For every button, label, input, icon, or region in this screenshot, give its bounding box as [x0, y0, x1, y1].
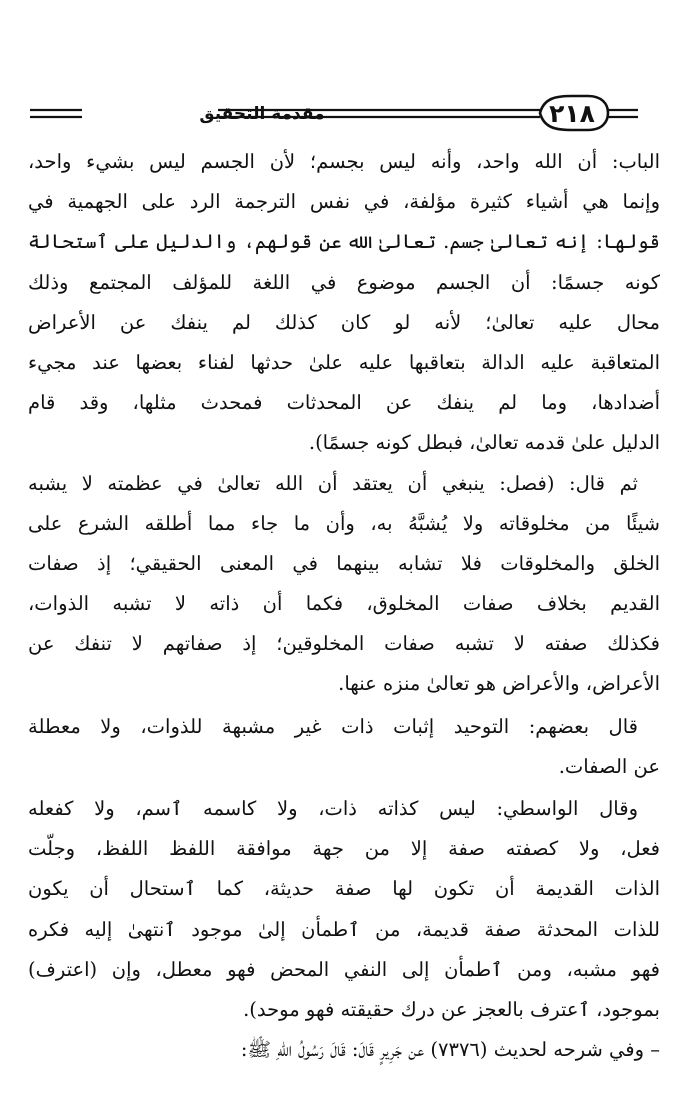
- text-line: الباب: أن الله واحد، وأنه ليس بجسم؛ لأن الجسم ليس بشيء واحد،: [28, 150, 660, 173]
- body-text: [28, 142, 660, 1070]
- text-line: الأعراض، والأعراض هو تعالىٰ منزه عنها.: [338, 672, 660, 696]
- text-line: كونه جسمًا: أن الجسم موضوع في اللغة للمؤلف المجتمع وذلك: [28, 270, 660, 294]
- text-line: – وفي شرحه لحديث (٧٣٧٦) عن جَرِيرٍ قَالَ: قَالَ رَسُولُ اللهِ ﷺ:: [240, 1038, 660, 1062]
- text-line: فهو مشبه، ومن ٱطمأن إلى النفي المحض فهو معطل، وإن (اعترف): [28, 957, 660, 981]
- text-line: للذات المحدثة صفة قديمة، من ٱطمأن إلىٰ موجود ٱنتهىٰ إليه فكره: [28, 917, 660, 941]
- text-line: الذات القديمة أن تكون لها صفة حديثة، كما ٱستحال أن يكون: [28, 877, 660, 901]
- text-line: ثم قال: (فصل: ينبغي أن يعتقد أن الله تعالىٰ في عظمته لا يشبه: [28, 471, 638, 495]
- text-line: أضدادها، وما لم ينفك عن المحدثات فمحدث مثلها، وقد قام: [28, 391, 660, 415]
- text-line: شيئًا من مخلوقاته ولا يُشبَّهُ به، وأن ما جاء مما أطلقه الشرع على: [28, 511, 660, 535]
- text-line: الدليل علىٰ قدمه تعالىٰ، فبطل كونه جسمًا).: [308, 431, 660, 455]
- text-line: الخلق والمخلوقات فلا تشابه بينهما في المعنى الحقيقي؛ إذ صفات: [28, 551, 660, 575]
- text-line: فكذلك صفته لا تشبه صفات المخلوقين؛ إذ صفاتهم لا تنفك عن: [28, 632, 660, 656]
- text-line: قال بعضهم: التوحيد إثبات ذات غير مشبهة للذوات، ولا معطلة: [28, 714, 638, 738]
- text-line: محال عليه تعالىٰ؛ لأنه لو كان كذلك لم ينفك عن الأعراض: [28, 310, 660, 334]
- text-line: القديم بخلاف صفات المخلوق، فكما أن ذاته لا تشبه الذوات،: [28, 592, 660, 616]
- running-title: مقدمة التحقيق: [199, 104, 325, 124]
- text-line: المتعاقبة عليه الدالة بتعاقبها عليه علىٰ حدثها لفناء بعضها عند مجيء: [28, 350, 660, 374]
- text-line: قولها: إنه تعالىٰ جسم. تعالىٰ الله عن قولهم، والدليل على ٱستحالة: [28, 230, 660, 254]
- text-line: بموجود، ٱعترف بالعجز عن درك حقيقته فهو موحد).: [243, 997, 660, 1021]
- text-line: وقال الواسطي: ليس كذاته ذات، ولا كاسمه ٱسم، ولا كفعله: [28, 797, 638, 820]
- text-line: عن الصفات.: [558, 754, 660, 778]
- page-number: ٢١٨: [549, 99, 595, 128]
- text-line: فعل، ولا كصفته صفة إلا من جهة موافقة اللفظ اللفظ، وجلّت: [28, 837, 660, 861]
- text-line: وإنما هي أشياء كثيرة مؤلفة، في نفس الترجمة الرد على الجهمية في: [28, 190, 660, 214]
